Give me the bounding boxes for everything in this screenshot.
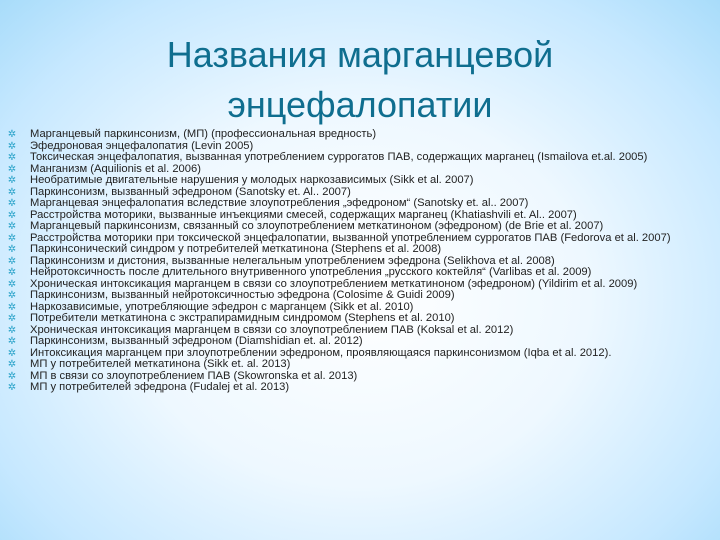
star-bullet-icon: ✲ — [7, 324, 17, 336]
list-item-text: Расстройства моторики при токсической энцефалопатии, вызванной употреблением суррогатов ПАВ (Fedorova et al. 2007) — [30, 231, 671, 244]
star-bullet-icon: ✲ — [7, 382, 17, 393]
star-bullet-icon: ✲ — [7, 129, 17, 140]
list-item-text: Потребители меткатинона с экстрапирамидным синдромом (Stephens et al. 2010) — [30, 312, 455, 324]
name-list — [6, 129, 716, 394]
star-bullet-icon: ✲ — [7, 163, 17, 175]
star-bullet-icon: ✲ — [7, 290, 17, 301]
list-item-text: Паркинсонизм, вызванный нейротоксичностью эфедрона (Colosime & Guidi 2009) — [30, 289, 455, 301]
star-bullet-icon: ✲ — [7, 336, 17, 347]
star-bullet-icon: ✲ — [7, 313, 17, 324]
list-item-text: Хроническая интоксикация марганцем в связи со злоупотреблением меткатиноном (эфедроном) (Yildirim et al. 2009) — [30, 277, 638, 290]
slide-title — [130, 30, 590, 130]
list-item-text: МП в связи со злоупотреблением ПАВ (Skowronska et al. 2013) — [30, 369, 358, 382]
list-item-text: Эфедроновая энцефалопатия (Levin 2005) — [30, 139, 254, 152]
list-item-text: Марганцевый паркинсонизм, (МП) (профессиональная вредность) — [30, 128, 377, 140]
star-bullet-icon: ✲ — [7, 267, 17, 278]
list-item-text: Паркинсонизм, вызванный эфедроном (Diamshidian et. al. 2012) — [30, 335, 363, 347]
star-bullet-icon: ✲ — [7, 244, 17, 255]
star-bullet-icon: ✲ — [7, 175, 17, 186]
list-item-text: Интоксикация марганцем при злоупотреблении эфедроном, проявляющаяся паркинсонизмом (Iqba et al. 2012). — [30, 346, 612, 359]
list-item-text: Наркозависимые, употребляющие эфедрон с марганцем (Sikk et al. 2010) — [30, 300, 414, 313]
star-bullet-icon: ✲ — [7, 232, 17, 244]
star-bullet-icon: ✲ — [7, 301, 17, 313]
star-bullet-icon: ✲ — [7, 359, 17, 370]
list-item-text: Паркинсонический синдром у потребителей меткатинона (Stephens et al. 2008) — [30, 243, 442, 255]
star-bullet-icon: ✲ — [7, 198, 17, 209]
star-bullet-icon: ✲ — [7, 152, 17, 163]
list-item-text: Хроническая интоксикация марганцем в связи со злоупотреблением ПАВ (Koksal et al. 2012) — [30, 323, 514, 336]
star-bullet-icon: ✲ — [7, 221, 17, 232]
star-bullet-icon: ✲ — [7, 186, 17, 198]
star-bullet-icon: ✲ — [7, 209, 17, 221]
list-item-text: Паркинсонизм и дистония, вызванные нелегальным употреблением эфедрона (Selikhova et al. 2008) — [30, 254, 555, 267]
star-bullet-icon: ✲ — [7, 278, 17, 290]
list-item-text: МП у потребителей эфедрона (Fudalej et al. 2013) — [30, 381, 290, 393]
star-bullet-icon: ✲ — [7, 140, 17, 152]
star-bullet-icon: ✲ — [7, 370, 17, 382]
list-item-text: Необратимые двигательные нарушения у молодых наркозависимых (Sikk et al. 2007) — [30, 174, 474, 186]
star-bullet-icon: ✲ — [7, 255, 17, 267]
title-line-1: Названия марганцевой — [166, 34, 554, 75]
list-item-text: МП у потребителей меткатинона (Sikk et. al. 2013) — [30, 358, 291, 370]
list-item-text: Паркинсонизм, вызванный эфедроном (Sanotsky et. Al.. 2007) — [30, 185, 351, 198]
list-item-text: Расстройства моторики, вызванные инъекциями смесей, содержащих марганец (Khatiashvili et. Al.. 2007) — [30, 208, 577, 221]
list-item-text: Марганцевая энцефалопатия вследствие злоупотребления „эфедроном“ (Sanotsky et. al.. 2007) — [30, 197, 529, 209]
star-bullet-icon: ✲ — [7, 347, 17, 359]
list-item-text: Манганизм (Aquilionis et al. 2006) — [30, 162, 201, 175]
list-item-text: Нейротоксичность после длительного внутривенного употребления „русского коктейля“ (Varlibas et al. 2009) — [30, 266, 592, 278]
list-item — [6, 382, 716, 394]
list-item-text: Марганцевый паркинсонизм, связанный со злоупотреблением меткатиноном (эфедроном) (de Brie et al. 2007) — [30, 220, 604, 232]
title-line-2: энцефалопатии — [227, 84, 493, 125]
list-item-text: Токсическая энцефалопатия, вызванная употреблением суррогатов ПАВ, содержащих марганец (Ismailova et.al. 2005) — [30, 151, 648, 163]
